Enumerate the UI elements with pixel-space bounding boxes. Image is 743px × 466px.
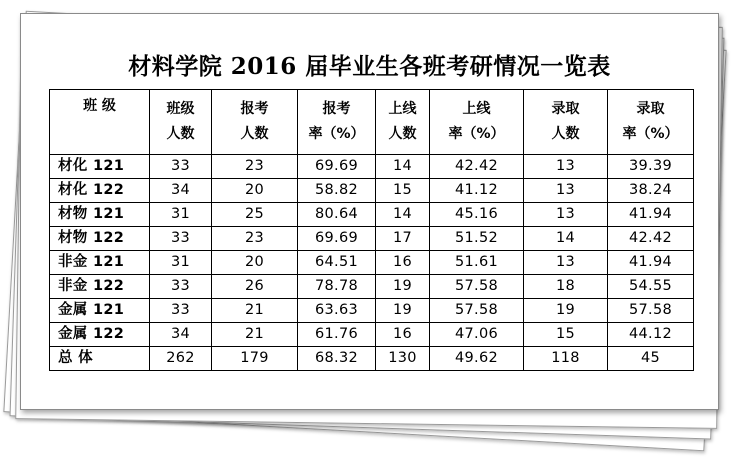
cell-admit-count: 15 <box>524 323 608 347</box>
header-apply-count <box>212 90 298 155</box>
cell-apply-rate: 80.64 <box>298 203 376 227</box>
front-paper <box>20 13 719 410</box>
cell-admit-rate: 44.12 <box>608 323 694 347</box>
header-pass-count <box>376 90 430 155</box>
cell-pass-rate: 51.61 <box>430 251 524 275</box>
cell-apply-rate: 58.82 <box>298 179 376 203</box>
cell-admit-rate: 39.39 <box>608 155 694 179</box>
header-line: 班 级 <box>83 98 116 114</box>
cell-admit-rate: 41.94 <box>608 203 694 227</box>
header-pass-rate <box>430 90 524 155</box>
cell-pass-rate: 45.16 <box>430 203 524 227</box>
cell-class-name: 材物 122 <box>50 227 150 251</box>
statistics-table <box>49 89 694 371</box>
table-total-row <box>50 347 694 371</box>
header-line: 人数 <box>388 126 417 142</box>
cell-class-name: 金属 122 <box>50 323 150 347</box>
header-line: 录取 <box>551 101 580 117</box>
cell-apply-rate: 63.63 <box>298 299 376 323</box>
cell-apply-count: 25 <box>212 203 298 227</box>
cell-class-count: 31 <box>150 203 212 227</box>
header-apply-rate <box>298 90 376 155</box>
cell-pass-count: 19 <box>376 275 430 299</box>
cell-apply-count: 23 <box>212 227 298 251</box>
cell-admit-rate: 42.42 <box>608 227 694 251</box>
cell-apply-count: 21 <box>212 323 298 347</box>
cell-pass-rate: 42.42 <box>430 155 524 179</box>
cell-apply-rate: 69.69 <box>298 227 376 251</box>
cell-pass-rate: 47.06 <box>430 323 524 347</box>
cell-apply-count: 20 <box>212 179 298 203</box>
cell-class-count: 34 <box>150 323 212 347</box>
cell-pass-count: 19 <box>376 299 430 323</box>
cell-class-name: 非金 121 <box>50 251 150 275</box>
cell-class-count: 262 <box>150 347 212 371</box>
table-row <box>50 251 694 275</box>
table-row <box>50 179 694 203</box>
cell-pass-count: 17 <box>376 227 430 251</box>
header-class <box>50 90 150 155</box>
cell-class-name: 金属 121 <box>50 299 150 323</box>
cell-pass-rate: 41.12 <box>430 179 524 203</box>
cell-apply-count: 21 <box>212 299 298 323</box>
cell-pass-count: 16 <box>376 251 430 275</box>
header-line: 率（%） <box>308 126 365 142</box>
table-row <box>50 275 694 299</box>
cell-class-count: 33 <box>150 275 212 299</box>
table-row <box>50 299 694 323</box>
header-line: 人数 <box>240 126 269 142</box>
cell-apply-count: 23 <box>212 155 298 179</box>
table-row <box>50 203 694 227</box>
cell-admit-rate: 57.58 <box>608 299 694 323</box>
cell-admit-count: 118 <box>524 347 608 371</box>
cell-class-name: 总 体 <box>50 347 150 371</box>
cell-class-count: 33 <box>150 227 212 251</box>
header-line: 上线 <box>462 101 491 117</box>
table-title: 材料学院 2016 届毕业生各班考研情况一览表 <box>128 53 611 80</box>
cell-admit-count: 13 <box>524 203 608 227</box>
cell-apply-count: 179 <box>212 347 298 371</box>
cell-apply-count: 26 <box>212 275 298 299</box>
cell-pass-count: 130 <box>376 347 430 371</box>
cell-pass-count: 14 <box>376 203 430 227</box>
cell-class-count: 33 <box>150 299 212 323</box>
header-admit-count <box>524 90 608 155</box>
cell-class-name: 材化 122 <box>50 179 150 203</box>
cell-apply-rate: 61.76 <box>298 323 376 347</box>
cell-admit-count: 13 <box>524 155 608 179</box>
cell-admit-rate: 38.24 <box>608 179 694 203</box>
cell-class-count: 34 <box>150 179 212 203</box>
table-body <box>50 155 694 371</box>
cell-apply-rate: 69.69 <box>298 155 376 179</box>
header-line: 报考 <box>240 101 269 117</box>
header-line: 率（%） <box>622 126 679 142</box>
cell-apply-rate: 68.32 <box>298 347 376 371</box>
cell-pass-rate: 49.62 <box>430 347 524 371</box>
cell-apply-rate: 78.78 <box>298 275 376 299</box>
cell-admit-count: 13 <box>524 179 608 203</box>
header-line: 报考 <box>322 101 351 117</box>
table-row <box>50 155 694 179</box>
cell-admit-count: 13 <box>524 251 608 275</box>
header-line: 人数 <box>166 126 195 142</box>
table-row <box>50 227 694 251</box>
cell-admit-rate: 41.94 <box>608 251 694 275</box>
cell-admit-count: 19 <box>524 299 608 323</box>
table-header-row <box>50 90 694 155</box>
cell-pass-count: 15 <box>376 179 430 203</box>
cell-apply-rate: 64.51 <box>298 251 376 275</box>
cell-pass-count: 16 <box>376 323 430 347</box>
cell-pass-count: 14 <box>376 155 430 179</box>
header-admit-rate <box>608 90 694 155</box>
header-line: 班级 <box>166 101 195 117</box>
cell-admit-count: 18 <box>524 275 608 299</box>
cell-pass-rate: 57.58 <box>430 299 524 323</box>
cell-pass-rate: 51.52 <box>430 227 524 251</box>
cell-admit-rate: 54.55 <box>608 275 694 299</box>
cell-admit-count: 14 <box>524 227 608 251</box>
header-line: 上线 <box>388 101 417 117</box>
header-line: 人数 <box>551 126 580 142</box>
cell-class-count: 31 <box>150 251 212 275</box>
cell-class-name: 非金 122 <box>50 275 150 299</box>
header-line: 录取 <box>636 101 665 117</box>
cell-class-name: 材物 121 <box>50 203 150 227</box>
header-class-count <box>150 90 212 155</box>
table-row <box>50 323 694 347</box>
cell-pass-rate: 57.58 <box>430 275 524 299</box>
header-line: 率（%） <box>448 126 505 142</box>
cell-admit-rate: 45 <box>608 347 694 371</box>
cell-apply-count: 20 <box>212 251 298 275</box>
cell-class-count: 33 <box>150 155 212 179</box>
cell-class-name: 材化 121 <box>50 155 150 179</box>
